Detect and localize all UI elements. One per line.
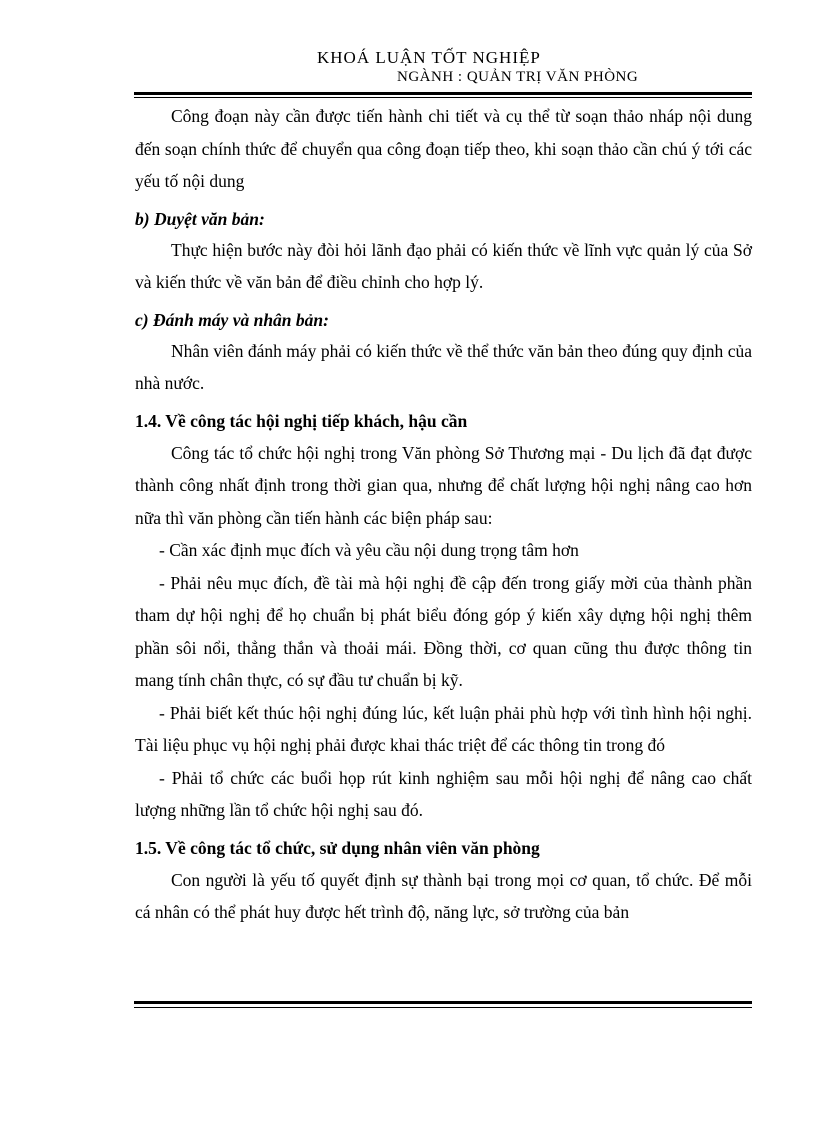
list-item: - Phải biết kết thúc hội nghị đúng lúc, kết luận phải phù hợp với tình hình hội nghị. Tài liệu phục vụ hội nghị phải được khai thác triệt để các thông tin trong đó	[135, 702, 752, 755]
section-b-heading: b) Duyệt văn bản:	[135, 208, 265, 229]
list-item: - Cần xác định mục đích và yêu cầu nội dung trọng tâm hơn	[159, 540, 579, 560]
intro-paragraph: Công đoạn này cần được tiến hành chi tiết và cụ thể từ soạn thảo nháp nội dung đến soạn chính thức để chuyển qua công đoạn tiếp theo, khi soạn thảo cần chú ý tới các yếu tố nội dung	[135, 106, 752, 191]
section-1-4-heading: 1.4. Về công tác hội nghị tiếp khách, hậu cần	[135, 410, 468, 431]
document-header-title: KHOÁ LUẬN TỐT NGHIỆP	[317, 48, 541, 67]
section-b-paragraph: Thực hiện bước này đòi hỏi lãnh đạo phải có kiến thức về lĩnh vực quản lý của Sở và kiến thức về văn bản để điều chỉnh cho hợp lý.	[135, 239, 752, 292]
section-1-4-paragraph: Công tác tổ chức hội nghị trong Văn phòng Sở Thương mại - Du lịch đã đạt được thành công nhất định trong thời gian qua, nhưng để chất lượng hội nghị nâng cao hơn nữa thì văn phòng cần tiến hành các biện pháp sau:	[135, 442, 752, 528]
section-1-5-heading: 1.5. Về công tác tổ chức, sử dụng nhân viên văn phòng	[135, 837, 540, 858]
footer-divider	[134, 1001, 752, 1008]
list-item: - Phải nêu mục đích, đề tài mà hội nghị đề cập đến trong giấy mời của thành phần tham dự hội nghị để họ chuẩn bị phát biểu đóng góp ý kiến xây dựng hội nghị thêm phần sôi nổi, thẳng thắn và thoải mái. Đồng thời, cơ quan cũng thu được thông tin mang tính chân thực, có sự đầu tư chuẩn bị kỹ.	[135, 572, 752, 690]
section-c-heading: c) Đánh máy và nhân bản:	[135, 309, 329, 330]
document-body	[135, 100, 752, 929]
document-header-subtitle: NGÀNH : QUẢN TRỊ VĂN PHÒNG	[397, 69, 639, 85]
section-c-paragraph: Nhân viên đánh máy phải có kiến thức về thể thức văn bản theo đúng quy định của nhà nước.	[135, 340, 752, 393]
header-divider	[134, 92, 752, 98]
list-item: - Phải tổ chức các buổi họp rút kinh nghiệm sau mỗi hội nghị để nâng cao chất lượng những lần tổ chức hội nghị sau đó.	[135, 767, 752, 820]
section-1-5-paragraph: Con người là yếu tố quyết định sự thành bại trong mọi cơ quan, tổ chức. Để mỗi cá nhân có thể phát huy được hết trình độ, năng lực, sở trường của bản	[135, 869, 752, 922]
